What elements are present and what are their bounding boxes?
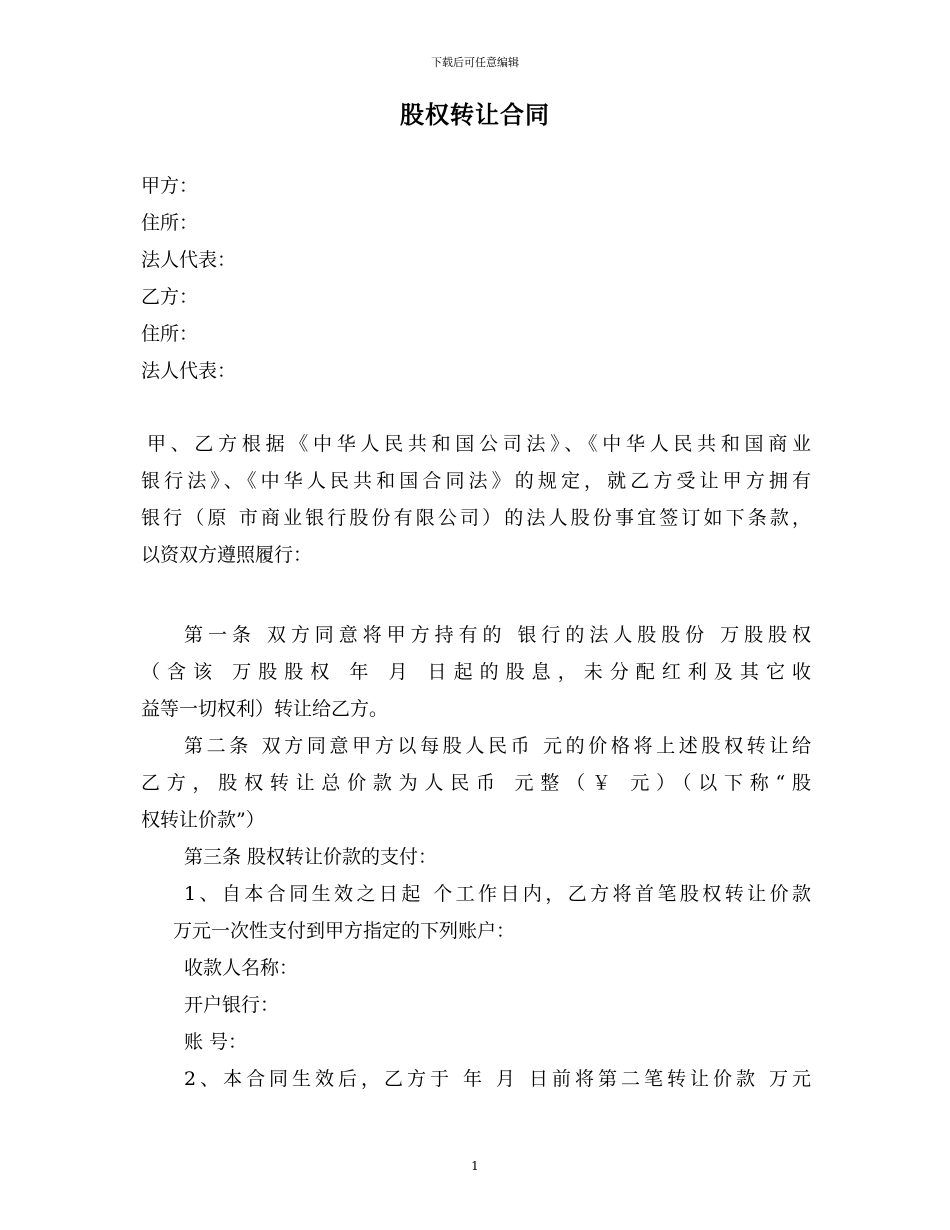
article-3-item-2-line: 2、本合同生效后，乙方于 年 月 日前将第二笔转让价款 万元 bbox=[184, 1068, 811, 1090]
article-1-line: （含该 万股股权 年 月 日起的股息，未分配红利及其它收 bbox=[141, 661, 811, 683]
intro-line: 以资双方遵照履行： bbox=[141, 544, 313, 566]
article-1-line: 第一条 双方同意将甲方持有的 银行的法人股股份 万股股权 bbox=[184, 624, 811, 646]
article-2-line: 乙方，股权转让总价款为人民币 元整（￥ 元）（以下称“股 bbox=[141, 772, 811, 794]
page-number: 1 bbox=[471, 1159, 479, 1173]
articles-section bbox=[141, 617, 811, 1098]
intro-line: 银行（原 市商业银行股份有限公司）的法人股份事宜签订如下条款， bbox=[141, 507, 811, 529]
party-b-address-label: 住所： bbox=[141, 323, 199, 345]
header-note: 下载后可任意编辑 bbox=[431, 56, 519, 69]
document-title: 股权转让合同 bbox=[400, 100, 550, 129]
article-3-item-1-line: 万元一次性支付到甲方指定的下列账户： bbox=[173, 920, 516, 942]
article-2-line: 权转让价款”） bbox=[141, 809, 265, 831]
party-b-representative-label: 法人代表： bbox=[141, 360, 237, 382]
article-3-item-1-line: 1、自本合同生效之日起 个工作日内，乙方将首笔股权转让价款 bbox=[184, 883, 811, 905]
party-info-block bbox=[141, 168, 811, 390]
account-number-label: 账 号： bbox=[184, 1031, 248, 1053]
intro-line: 银行法》、《中华人民共和国合同法》的规定，就乙方受让甲方拥有 bbox=[141, 470, 811, 492]
party-a-address-label: 住所： bbox=[141, 212, 199, 234]
article-1-line: 益等一切权利）转让给乙方。 bbox=[141, 698, 389, 720]
party-b-label: 乙方： bbox=[141, 286, 199, 308]
party-a-representative-label: 法人代表： bbox=[141, 249, 237, 271]
bank-name-label: 开户银行： bbox=[184, 994, 280, 1016]
article-2-line: 第二条 双方同意甲方以每股人民币 元的价格将上述股权转让给 bbox=[184, 735, 811, 757]
intro-line: 甲、乙方根据《中华人民共和国公司法》、《中华人民共和国商业 bbox=[147, 433, 811, 455]
payee-name-label: 收款人名称： bbox=[184, 957, 299, 979]
article-3-heading: 第三条 股权转让价款的支付： bbox=[184, 846, 438, 868]
party-a-label: 甲方： bbox=[141, 175, 199, 197]
intro-paragraph bbox=[141, 426, 811, 574]
